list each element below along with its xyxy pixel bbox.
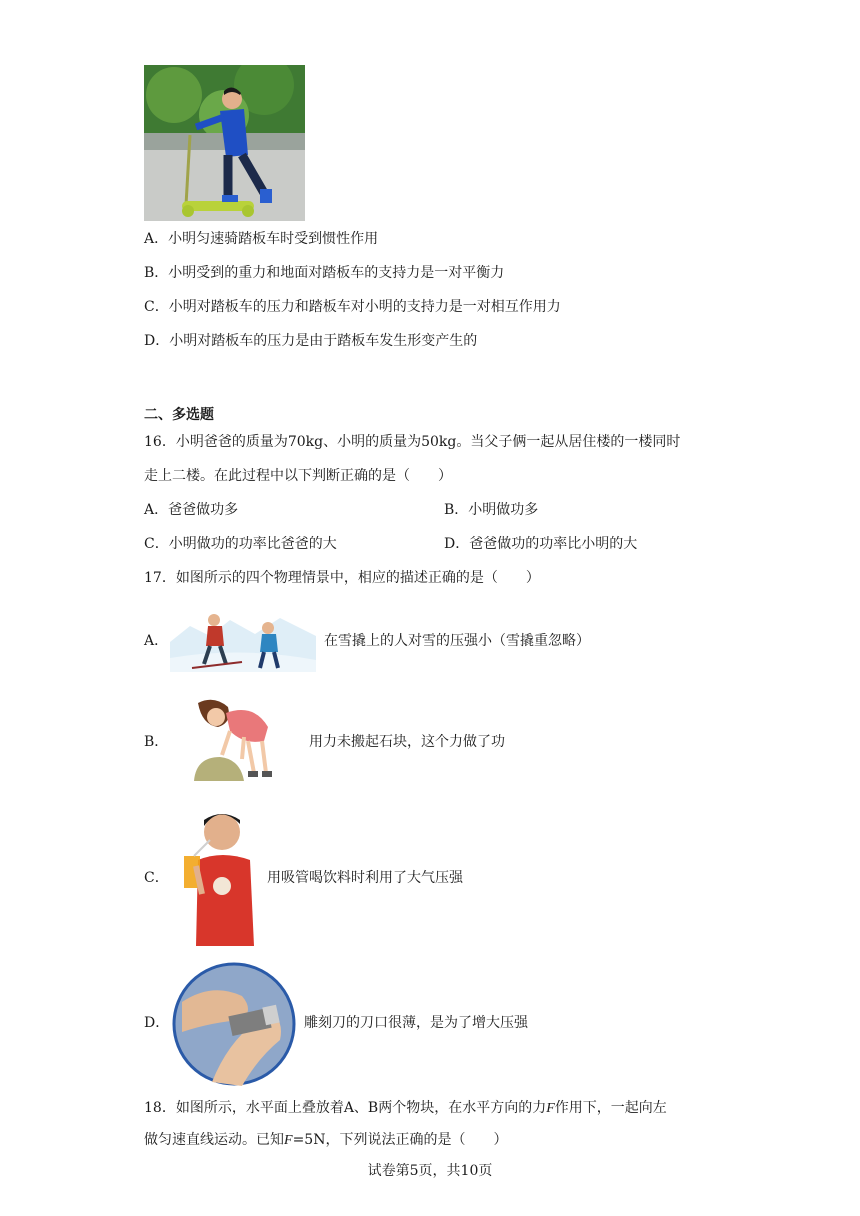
q17-stem: 17．如图所示的四个物理情景中，相应的描述正确的是（ ） bbox=[144, 570, 540, 586]
carving-knife-photo bbox=[172, 962, 296, 1086]
q15-option-b: B．小明受到的重力和地面对踏板车的支持力是一对平衡力 bbox=[144, 265, 505, 281]
q17-option-b-text: 用力未搬起石块，这个力做了功 bbox=[309, 734, 505, 750]
q17-option-a-letter: A． bbox=[144, 633, 169, 649]
q15-option-c: C．小明对踏板车的压力和踏板车对小明的支持力是一对相互作用力 bbox=[144, 299, 561, 315]
q16-option-b: B．小明做功多 bbox=[444, 502, 539, 518]
q17-option-c-text: 用吸管喝饮料时利用了大气压强 bbox=[267, 870, 463, 886]
q16-option-d: D．爸爸做功的功率比小明的大 bbox=[444, 536, 638, 552]
woman-lifting-stone-illustration bbox=[184, 697, 276, 785]
q17-option-d-text: 雕刻刀的刀口很薄，是为了增大压强 bbox=[304, 1015, 528, 1031]
boy-drinking-straw-photo bbox=[180, 804, 256, 946]
scooter-photo bbox=[144, 65, 305, 221]
q15-option-a: A．小明匀速骑踏板车时受到惯性作用 bbox=[144, 231, 379, 247]
ski-sled-illustration bbox=[170, 606, 316, 672]
q16-stem-line2: 走上二楼。在此过程中以下判断正确的是（ ） bbox=[144, 468, 452, 484]
page-footer: 试卷第5页，共10页 bbox=[367, 1163, 493, 1179]
q18-stem-line1: 18．如图所示，水平面上叠放着A、B两个物块，在水平方向的力F作用下，一起向左 bbox=[144, 1100, 667, 1116]
q15-option-d: D．小明对踏板车的压力是由于踏板车发生形变产生的 bbox=[144, 333, 478, 349]
section-heading-multiple-choice: 二、多选题 bbox=[144, 407, 214, 423]
q16-option-a: A．爸爸做功多 bbox=[144, 502, 239, 518]
q17-option-c-letter: C． bbox=[144, 870, 169, 886]
q17-option-b-letter: B． bbox=[144, 734, 169, 750]
q17-option-d-letter: D． bbox=[144, 1015, 170, 1031]
q17-option-a-text: 在雪撬上的人对雪的压强小（雪撬重忽略） bbox=[324, 633, 590, 649]
q16-stem-line1: 16．小明爸爸的质量为70kg、小明的质量为50kg。当父子俩一起从居住楼的一楼同时 bbox=[144, 434, 681, 450]
q18-stem-line2: 做匀速直线运动。已知F=5N，下列说法正确的是（ ） bbox=[144, 1132, 508, 1148]
q16-option-c: C．小明做功的功率比爸爸的大 bbox=[144, 536, 337, 552]
